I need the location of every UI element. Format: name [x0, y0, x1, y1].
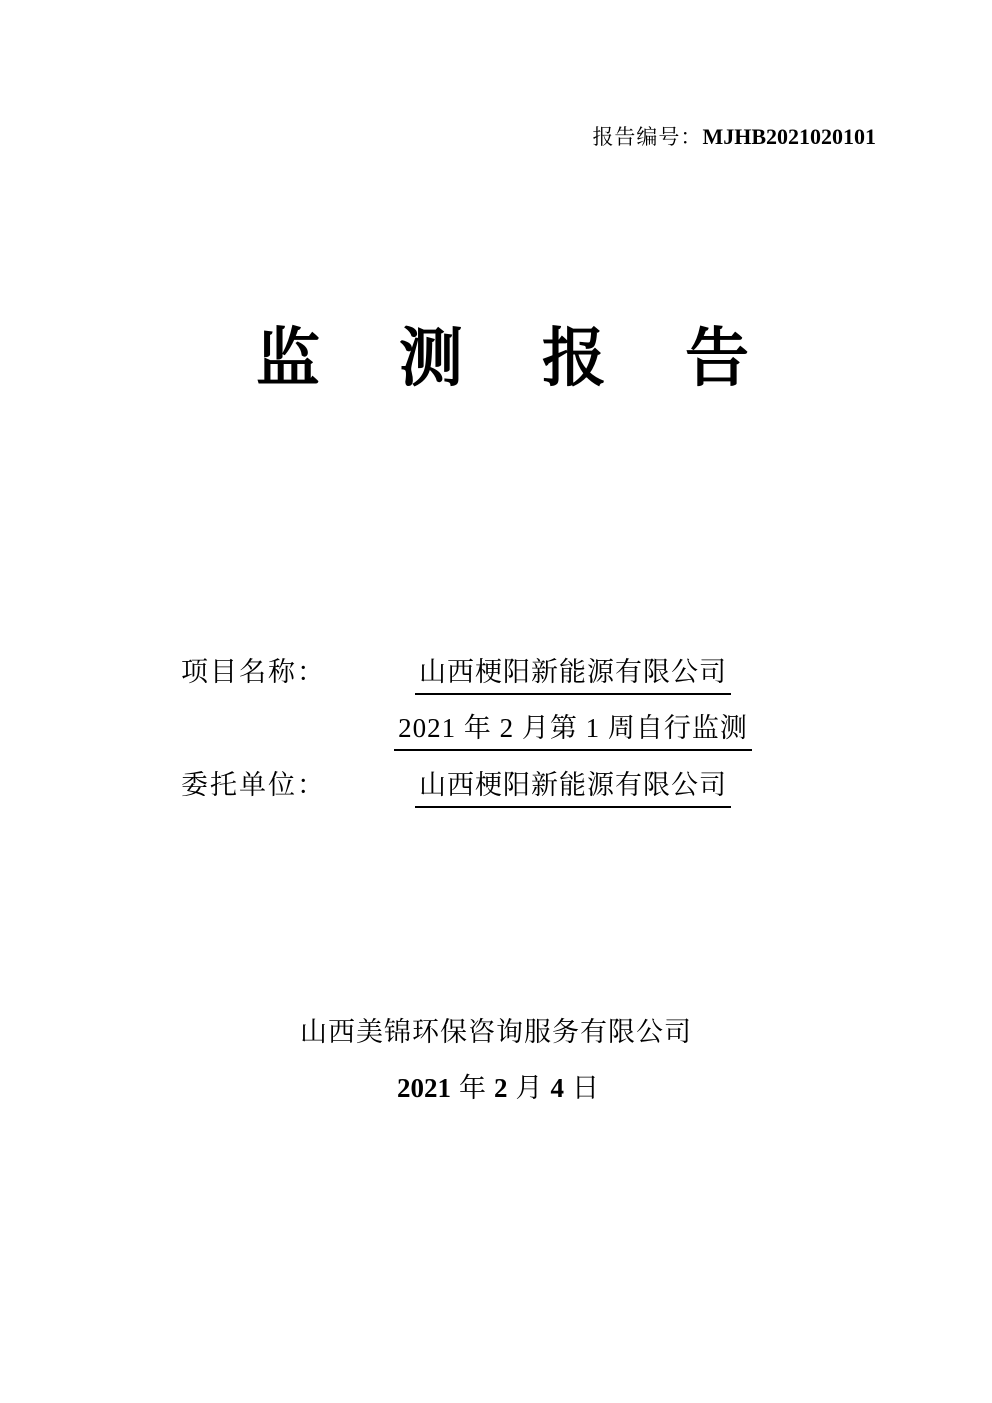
issuing-company-name: 山西美锦环保咨询服务有限公司 — [300, 1017, 692, 1047]
issue-date — [0, 1066, 992, 1105]
client-unit-value — [330, 763, 816, 808]
client-unit-label: 委托单位： — [181, 770, 326, 800]
project-name-text-line2: 2021 年 2 月第 1 周自行监测 — [394, 706, 752, 751]
issue-date-day-unit: 日 — [572, 1073, 599, 1103]
report-number-label: 报告编号： — [592, 125, 703, 149]
issue-date-year: 2021 — [397, 1073, 451, 1103]
issue-date-month: 2 — [494, 1073, 508, 1103]
report-number-value: MJHB2021020101 — [702, 124, 876, 149]
client-unit-text: 山西梗阳新能源有限公司 — [415, 763, 731, 808]
issue-date-day: 4 — [550, 1073, 564, 1103]
project-name-label: 项目名称： — [181, 657, 326, 687]
page-title: 监测报告 — [256, 323, 828, 394]
report-number-line — [592, 121, 876, 151]
project-name-value-line2 — [330, 706, 816, 751]
issue-date-year-unit: 年 — [459, 1073, 486, 1103]
issue-date-month-unit: 月 — [515, 1073, 543, 1103]
project-name-text-line1: 山西梗阳新能源有限公司 — [415, 650, 731, 695]
project-name-value-line1 — [330, 650, 816, 695]
